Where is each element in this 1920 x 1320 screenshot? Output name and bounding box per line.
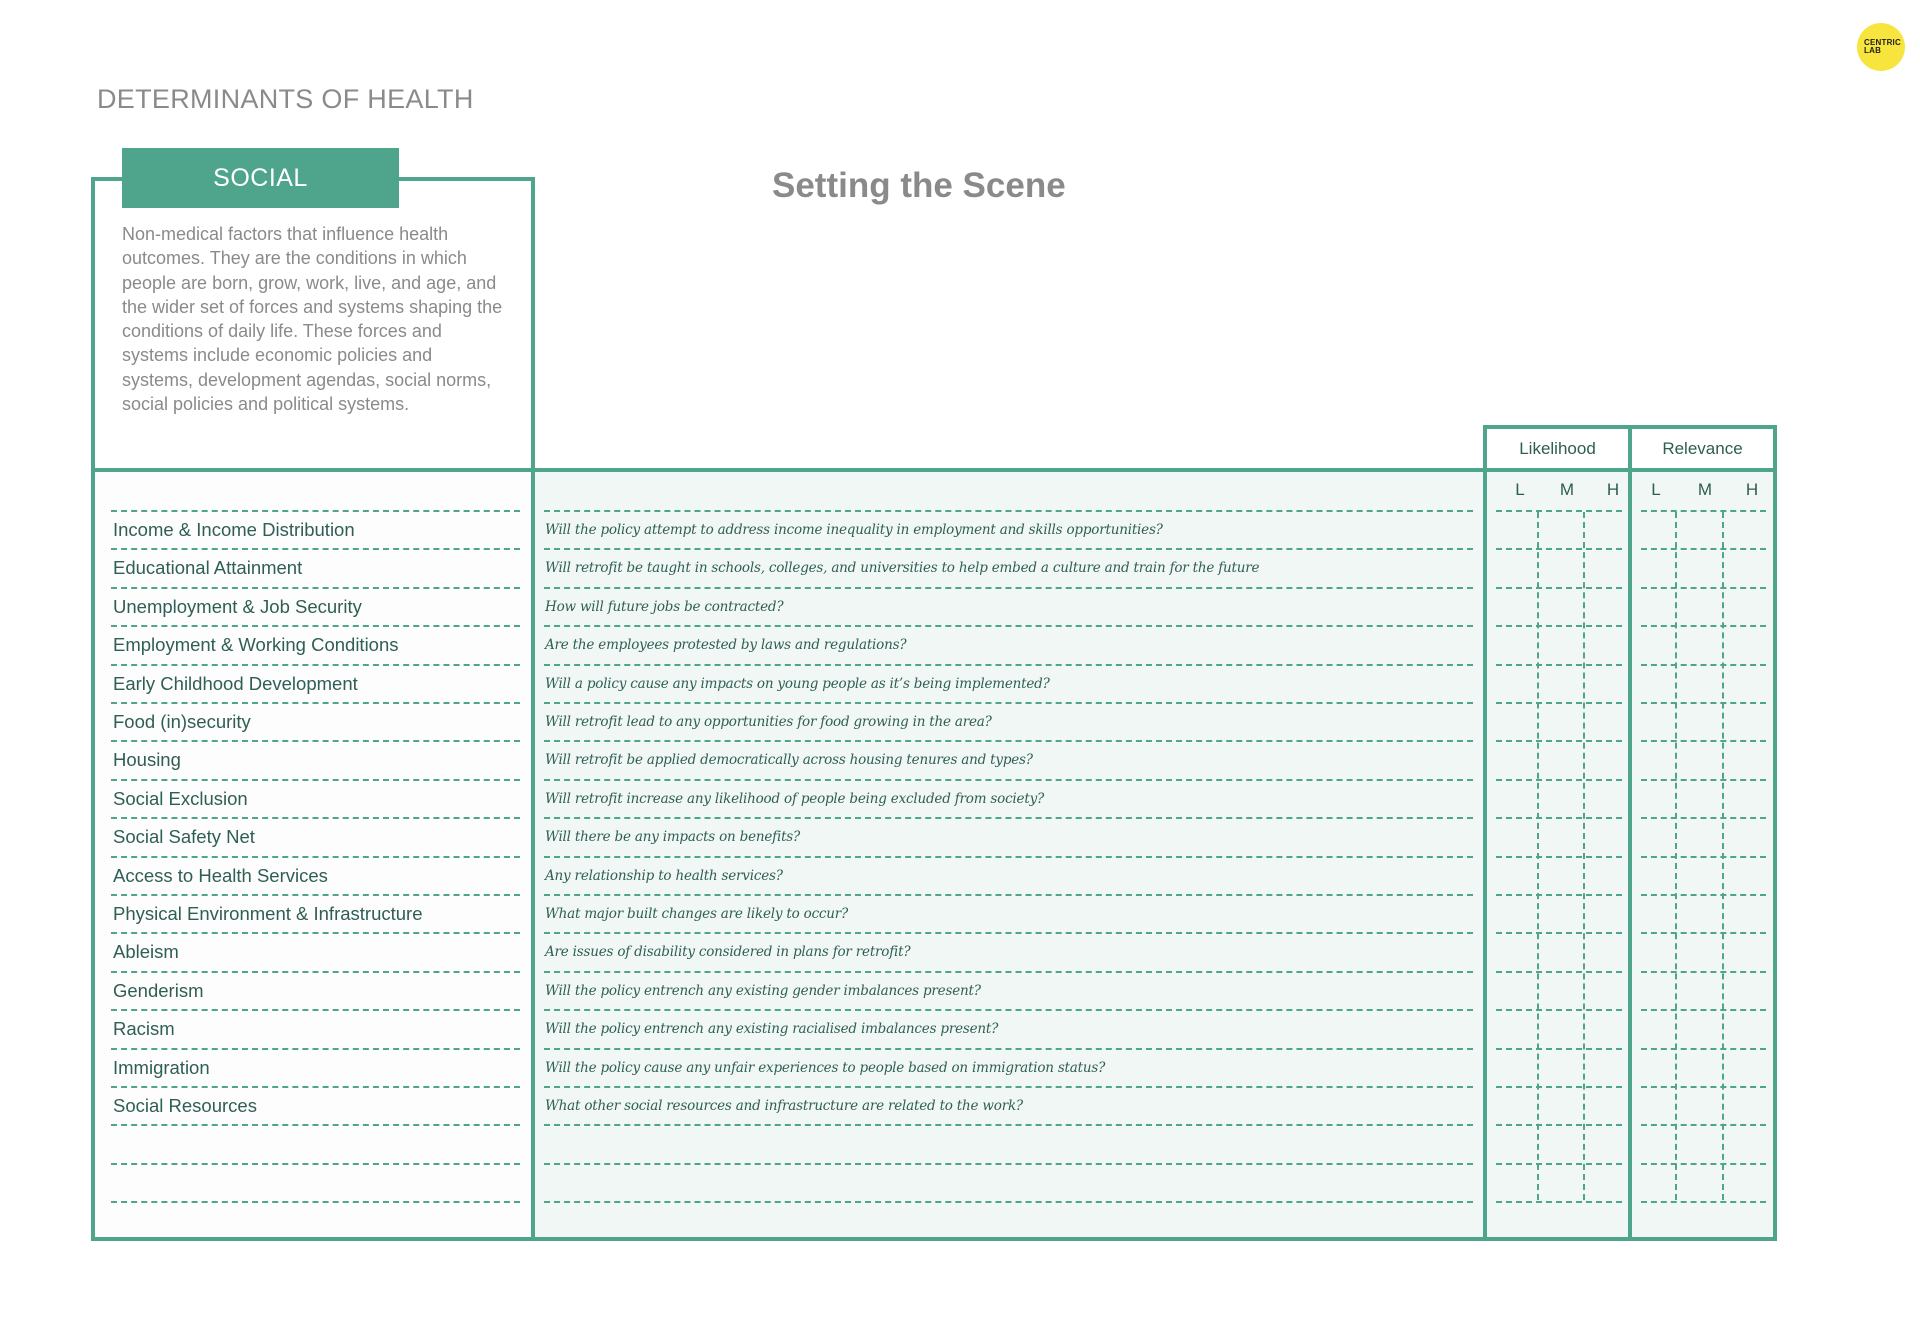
guiding-question: Are issues of disability considered in plans for retrofit? <box>545 944 911 960</box>
row-separator <box>544 856 1473 858</box>
row-separator <box>1641 548 1766 550</box>
row-separator <box>544 1048 1473 1050</box>
row-separator <box>1496 1163 1622 1165</box>
row-separator <box>544 740 1473 742</box>
factor-label: Employment & Working Conditions <box>113 634 399 655</box>
row-separator <box>111 664 520 666</box>
row-separator <box>111 548 520 550</box>
row-separator <box>1496 817 1622 819</box>
row-separator <box>544 1009 1473 1011</box>
factor-label: Educational Attainment <box>113 557 303 578</box>
row-separator <box>1496 1124 1622 1126</box>
relevance-header <box>1628 425 1777 472</box>
row-separator <box>1641 1124 1766 1126</box>
row-separator <box>111 1048 520 1050</box>
row-separator <box>544 664 1473 666</box>
row-separator <box>544 932 1473 934</box>
row-separator <box>1641 587 1766 589</box>
row-separator <box>111 1163 520 1165</box>
row-separator <box>544 625 1473 627</box>
row-separator <box>544 1124 1473 1126</box>
row-separator <box>111 1124 520 1126</box>
factor-label: Physical Environment & Infrastructure <box>113 903 423 924</box>
relevance-label: Relevance <box>1662 438 1743 458</box>
row-separator <box>111 779 520 781</box>
guiding-question: Will the policy attempt to address income inequality in employment and skills opportunities? <box>545 522 1163 538</box>
factor-label: Early Childhood Development <box>113 673 358 694</box>
row-separator <box>111 1201 520 1203</box>
row-separator <box>1496 932 1622 934</box>
factor-label: Income & Income Distribution <box>113 519 355 540</box>
row-separator <box>111 856 520 858</box>
row-separator <box>1496 1009 1622 1011</box>
row-separator <box>544 587 1473 589</box>
guiding-question: Will the policy cause any unfair experiences to people based on immigration status? <box>545 1060 1106 1076</box>
row-separator <box>1496 1201 1622 1203</box>
factor-label: Housing <box>113 749 181 770</box>
row-separator <box>1641 1048 1766 1050</box>
likelihood-low-label: L <box>1515 480 1525 499</box>
row-separator <box>1641 1009 1766 1011</box>
relevance-low-label: L <box>1651 480 1661 499</box>
guiding-question: What other social resources and infrastructure are related to the work? <box>545 1098 1023 1114</box>
likelihood-label: Likelihood <box>1519 438 1596 458</box>
row-separator <box>1641 664 1766 666</box>
factor-label: Racism <box>113 1018 175 1039</box>
factor-label: Immigration <box>113 1057 210 1078</box>
row-separator <box>1496 548 1622 550</box>
relevance-medium-label: M <box>1697 480 1713 499</box>
likelihood-medium-label: M <box>1559 480 1575 499</box>
page-title: DETERMINANTS OF HEALTH <box>97 84 474 114</box>
row-separator <box>111 587 520 589</box>
row-separator <box>111 1086 520 1088</box>
row-separator <box>544 1086 1473 1088</box>
factor-label: Access to Health Services <box>113 865 328 886</box>
scene-title: Setting the Scene <box>772 166 1066 205</box>
row-separator <box>111 702 520 704</box>
guiding-question: Any relationship to health services? <box>545 868 783 884</box>
guiding-question: Will the policy entrench any existing gender imbalances present? <box>545 983 981 999</box>
row-separator <box>544 971 1473 973</box>
row-separator <box>544 779 1473 781</box>
row-separator <box>1641 779 1766 781</box>
guiding-question: Will retrofit increase any likelihood of people being excluded from society? <box>545 791 1045 807</box>
category-description: Non-medical factors that influence health outcomes. They are the conditions in which people are born, grow, work, live, and age, and the wider set of forces and systems shaping the conditions of daily life. These forces and systems include economic policies and systems, development agendas, social norms, social policies and political systems. <box>122 224 503 415</box>
row-separator <box>1641 625 1766 627</box>
guiding-question: Will a policy cause any impacts on young people as it’s being implemented? <box>545 676 1050 692</box>
centric-lab-logo <box>1857 23 1905 71</box>
guiding-question: Will there be any impacts on benefits? <box>545 829 801 845</box>
row-separator <box>1496 510 1622 512</box>
row-separator <box>1641 1201 1766 1203</box>
factor-label: Social Resources <box>113 1095 257 1116</box>
row-separator <box>544 548 1473 550</box>
factor-label: Unemployment & Job Security <box>113 596 362 617</box>
row-separator <box>544 510 1473 512</box>
factor-label: Social Exclusion <box>113 788 248 809</box>
row-separator <box>111 1009 520 1011</box>
row-separator <box>111 510 520 512</box>
row-separator <box>1496 894 1622 896</box>
row-separator <box>1496 664 1622 666</box>
row-separator <box>544 894 1473 896</box>
row-separator <box>1496 625 1622 627</box>
row-separator <box>1496 779 1622 781</box>
row-separator <box>111 625 520 627</box>
row-separator <box>111 817 520 819</box>
row-separator <box>1641 1086 1766 1088</box>
factor-label: Genderism <box>113 980 204 1001</box>
factor-label: Ableism <box>113 941 179 962</box>
row-separator <box>1641 894 1766 896</box>
row-separator <box>1641 817 1766 819</box>
row-separator <box>1641 702 1766 704</box>
row-separator <box>1496 1086 1622 1088</box>
guiding-question: How will future jobs be contracted? <box>545 599 784 615</box>
likelihood-high-label: H <box>1606 480 1620 499</box>
row-separator <box>1641 971 1766 973</box>
row-separator <box>1496 1048 1622 1050</box>
row-separator <box>1641 1163 1766 1165</box>
row-separator <box>544 702 1473 704</box>
row-separator <box>1496 702 1622 704</box>
row-separator <box>544 1163 1473 1165</box>
row-separator <box>1496 587 1622 589</box>
row-separator <box>111 740 520 742</box>
row-separator <box>544 817 1473 819</box>
row-separator <box>1496 856 1622 858</box>
guiding-question: What major built changes are likely to occur? <box>545 906 849 922</box>
likelihood-header <box>1483 425 1632 472</box>
relevance-high-label: H <box>1745 480 1759 499</box>
logo-text: CENTRIC LAB <box>1864 38 1901 55</box>
row-separator <box>111 894 520 896</box>
guiding-question: Will retrofit lead to any opportunities for food growing in the area? <box>545 714 992 730</box>
row-separator <box>1641 932 1766 934</box>
row-separator <box>1496 740 1622 742</box>
row-separator <box>111 971 520 973</box>
row-separator <box>1641 510 1766 512</box>
row-separator <box>544 1201 1473 1203</box>
row-separator <box>111 932 520 934</box>
row-separator <box>1641 740 1766 742</box>
factor-label: Social Safety Net <box>113 826 255 847</box>
category-tab: SOCIAL <box>122 148 399 208</box>
guiding-question: Will the policy entrench any existing racialised imbalances present? <box>545 1021 999 1037</box>
factor-label: Food (in)security <box>113 711 251 732</box>
guiding-question: Will retrofit be applied democratically across housing tenures and types? <box>545 752 1033 768</box>
guiding-question: Will retrofit be taught in schools, colleges, and universities to help embed a culture and train for the future <box>545 560 1260 576</box>
row-separator <box>1641 856 1766 858</box>
guiding-question: Are the employees protested by laws and regulations? <box>545 637 907 653</box>
row-separator <box>1496 971 1622 973</box>
